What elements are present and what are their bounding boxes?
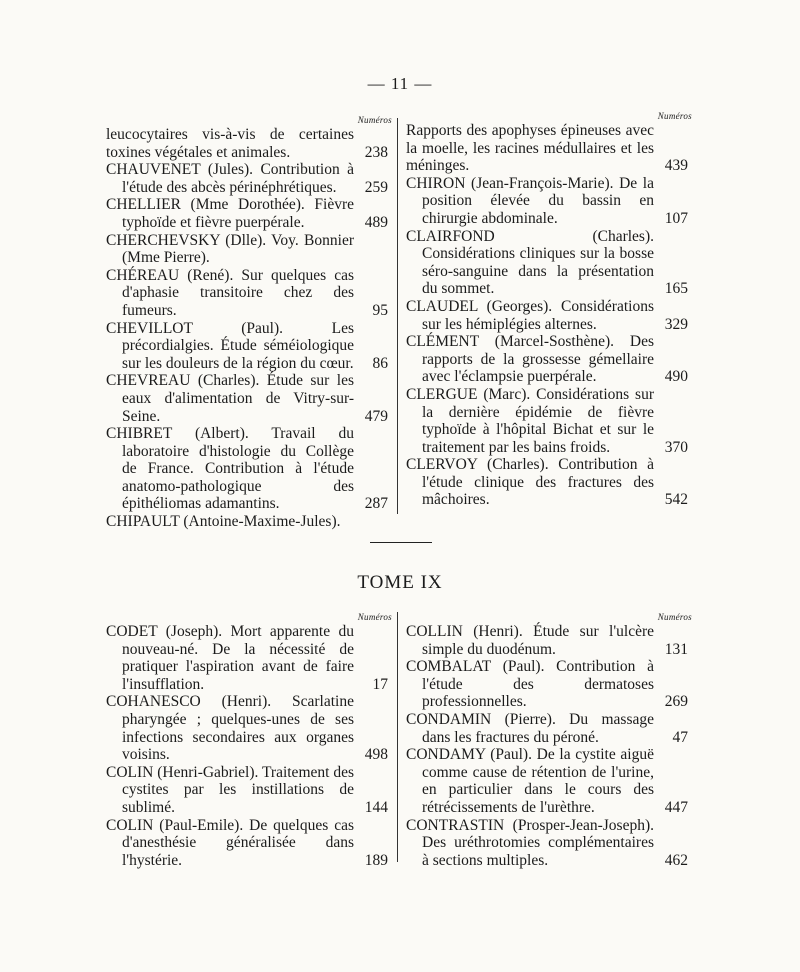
- numeros-header: Numéros: [357, 612, 392, 622]
- index-entry: [106, 764, 388, 817]
- index-entry: [406, 228, 688, 298]
- index-entry: [406, 623, 688, 658]
- numeros-header: Numéros: [657, 612, 692, 622]
- entry-number: 189: [364, 851, 388, 869]
- index-entry: [106, 623, 388, 693]
- index-entry: [106, 267, 388, 320]
- entry-text: COLIN (Henri-Gabriel). Traitement des cystites par les instillations de sublimé.: [106, 763, 354, 816]
- entry-number: 238: [364, 143, 388, 161]
- entry-number: 439: [664, 157, 688, 175]
- entry-number: 490: [664, 368, 688, 386]
- entry-list: [406, 623, 688, 869]
- index-entry: [106, 320, 388, 373]
- entry-number: 542: [664, 491, 688, 509]
- numeros-header: Numéros: [657, 111, 692, 121]
- entry-list: [106, 126, 388, 531]
- index-entry: [106, 513, 388, 531]
- entry-number: 479: [364, 407, 388, 425]
- entry-text: COLIN (Paul-Emile). De quelques cas d'anesthésie généralisée dans l'hystérie.: [106, 816, 354, 869]
- entry-list: [406, 122, 688, 509]
- entry-text: CLERGUE (Marc). Considérations sur la dernière épidémie de fièvre typhoïde à l'hôpital Bichat et sur le traitement par les bains froids.: [406, 385, 654, 456]
- entry-number: 329: [664, 315, 688, 333]
- upper-left-column: [106, 114, 392, 531]
- entry-number: 462: [664, 851, 688, 869]
- column-divider: [397, 612, 398, 862]
- entry-text: CHELLIER (Mme Dorothée). Fièvre typhoïde et fièvre puerpérale.: [106, 196, 354, 231]
- page-number: — 11 —: [367, 74, 433, 93]
- entry-text: CHEVILLOT (Paul). Les précordialgies. Étude séméiologique sur les douleurs de la région du cœur.: [106, 319, 354, 372]
- entry-text: CHAUVENET (Jules). Contribution à l'étude des abcès périnéphrétiques.: [106, 161, 354, 196]
- index-entry: [406, 711, 688, 746]
- upper-right-column: [406, 110, 692, 509]
- entry-text: CHERCHEVSKY (Dlle). Voy. Bonnier (Mme Pierre).: [106, 231, 354, 267]
- entry-text: CODET (Joseph). Mort apparente du nouveau-né. De la nécessité de pratiquer l'aspiration avant de faire l'insufflation.: [106, 623, 354, 693]
- entry-text: CLÉMENT (Marcel-Sosthène). Des rapports de la grossesse gémellaire avec l'éclampsie puerpérale.: [406, 333, 654, 386]
- section-rule: [370, 542, 432, 543]
- index-entry: [106, 126, 388, 161]
- entry-text: Rapports des apophyses épineuses avec la moelle, les racines médullaires et les méninges.: [406, 122, 654, 175]
- entry-number: 47: [672, 728, 688, 746]
- entry-text: COHANESCO (Henri). Scarlatine pharyngée ; quelques-unes de ses infections secondaires aux organes voisins.: [106, 693, 354, 764]
- index-entry: [406, 386, 688, 456]
- index-entry: [106, 817, 388, 870]
- entry-number: 144: [364, 798, 388, 816]
- entry-number: 86: [372, 354, 388, 372]
- lower-left-column: [106, 611, 392, 869]
- entry-number: 370: [664, 438, 688, 456]
- entry-text: COMBALAT (Paul). Contribution à l'étude des dermatoses professionnelles.: [406, 658, 654, 711]
- entry-number: 107: [664, 209, 688, 227]
- index-entry: [406, 456, 688, 509]
- entry-text: CONTRASTIN (Prosper-Jean-Joseph). Des uréthrotomies complémentaires à sections multiples.: [406, 816, 654, 869]
- index-entry: [106, 693, 388, 763]
- entry-text: CLAUDEL (Georges). Considérations sur les hémiplégies alternes.: [406, 297, 654, 333]
- entry-text: CLERVOY (Charles). Contribution à l'étude clinique des fractures des mâchoires.: [406, 456, 654, 509]
- column-divider: [397, 118, 398, 514]
- entry-number: 131: [664, 640, 688, 658]
- index-entry: [406, 333, 688, 386]
- index-entry: [406, 746, 688, 816]
- index-entry: [106, 196, 388, 231]
- entry-number: 165: [664, 280, 688, 298]
- lower-right-column: [406, 611, 692, 869]
- entry-number: 269: [664, 693, 688, 711]
- entry-number: 95: [372, 301, 388, 319]
- entry-list: [106, 623, 388, 869]
- entry-text: leucocytaires vis-à-vis de certaines toxines végétales et animales.: [106, 126, 354, 161]
- tome-heading: TOME IX: [357, 572, 443, 593]
- entry-text: CLAIRFOND (Charles). Considérations cliniques sur la bosse séro-sanguine dans la présentation du sommet.: [406, 227, 654, 298]
- entry-text: COLLIN (Henri). Étude sur l'ulcère simple du duodénum.: [406, 623, 654, 658]
- index-entry: [406, 122, 688, 175]
- entry-text: CHEVREAU (Charles). Étude sur les eaux d'alimentation de Vitry-sur-Seine.: [106, 372, 354, 425]
- index-entry: [106, 161, 388, 196]
- index-entry: [106, 425, 388, 513]
- index-entry: [406, 175, 688, 228]
- index-entry: [406, 817, 688, 870]
- index-entry: [106, 372, 388, 425]
- entry-number: 259: [364, 178, 388, 196]
- entry-text: CHIPAULT (Antoine-Maxime-Jules).: [106, 513, 341, 531]
- index-entry: [406, 658, 688, 711]
- entry-text: CONDAMY (Paul). De la cystite aiguë comme cause de rétention de l'urine, en particulier dans le cours des rétrécissements de l'urèthre.: [406, 746, 654, 816]
- entry-number: 447: [664, 798, 688, 816]
- entry-number: 17: [372, 675, 388, 693]
- numeros-header: Numéros: [357, 115, 392, 125]
- entry-number: 287: [364, 495, 388, 513]
- entry-text: CHIBRET (Albert). Travail du laboratoire d'histologie du Collège de France. Contribution à l'étude anatomo-pathologique des épithéliomas adamantins.: [106, 425, 354, 513]
- index-entry: [406, 298, 688, 333]
- entry-text: CHÉREAU (René). Sur quelques cas d'aphasie transitoire chez des fumeurs.: [106, 266, 354, 319]
- entry-text: CHIRON (Jean-François-Marie). De la position élevée du bassin en chirurgie abdominale.: [406, 174, 654, 227]
- entry-number: 489: [364, 213, 388, 231]
- entry-number: 498: [364, 746, 388, 764]
- index-entry: [106, 232, 388, 267]
- entry-text: CONDAMIN (Pierre). Du massage dans les fractures du péroné.: [406, 710, 654, 746]
